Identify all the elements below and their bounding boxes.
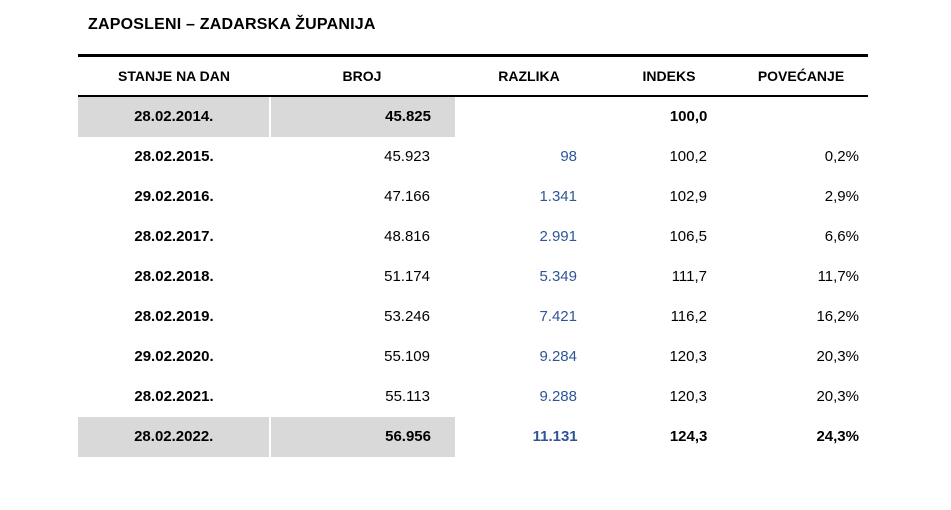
employment-table bbox=[78, 54, 868, 457]
column-header-stanje-na-dan: STANJE NA DAN bbox=[117, 68, 230, 84]
column-header-razlika: RAZLIKA bbox=[498, 68, 560, 84]
column-header-indeks: INDEKS bbox=[642, 68, 696, 84]
cell-broj: 47.166 bbox=[384, 188, 430, 205]
cell-povecanje: 20,3% bbox=[816, 388, 859, 405]
cell-indeks: 102,9 bbox=[669, 188, 707, 205]
table-row-2015 bbox=[78, 137, 868, 177]
table-row-2021 bbox=[78, 377, 868, 417]
cell-date: 28.02.2018. bbox=[134, 268, 214, 285]
table-row-2022 bbox=[78, 417, 868, 457]
cell-razlika: 5.349 bbox=[539, 268, 577, 285]
column-header-povecanje: POVEĆANJE bbox=[757, 68, 845, 84]
cell-broj: 45.923 bbox=[384, 148, 430, 165]
cell-razlika: 7.421 bbox=[539, 308, 577, 325]
cell-razlika: 2.991 bbox=[539, 228, 577, 245]
cell-povecanje: 6,6% bbox=[824, 228, 859, 245]
cell-povecanje: 2,9% bbox=[824, 188, 859, 205]
table-row-2014 bbox=[78, 97, 868, 137]
cell-indeks: 120,3 bbox=[669, 388, 707, 405]
page-title: ZAPOSLENI – ZADARSKA ŽUPANIJA bbox=[88, 16, 376, 33]
cell-razlika: 98 bbox=[560, 148, 577, 165]
cell-broj: 55.113 bbox=[385, 388, 430, 405]
cell-indeks: 111,7 bbox=[671, 268, 707, 285]
cell-date: 29.02.2016. bbox=[134, 188, 214, 205]
cell-razlika: 1.341 bbox=[539, 188, 577, 205]
cell-povecanje: 24,3% bbox=[816, 428, 859, 445]
table-row-2019 bbox=[78, 297, 868, 337]
cell-date: 28.02.2021. bbox=[134, 388, 214, 405]
cell-broj: 45.825 bbox=[271, 97, 455, 137]
table-row-2018 bbox=[78, 257, 868, 297]
cell-broj: 53.246 bbox=[384, 308, 430, 325]
cell-date: 28.02.2017. bbox=[134, 228, 214, 245]
cell-date: 28.02.2014. bbox=[78, 97, 271, 137]
cell-broj: 51.174 bbox=[384, 268, 430, 285]
cell-broj: 56.956 bbox=[271, 417, 455, 457]
cell-razlika: 9.288 bbox=[539, 388, 577, 405]
cell-broj: 55.109 bbox=[384, 348, 430, 365]
cell-date: 28.02.2022. bbox=[78, 417, 271, 457]
cell-povecanje: 0,2% bbox=[824, 148, 859, 165]
table-header-row bbox=[78, 54, 868, 97]
cell-razlika bbox=[455, 97, 605, 137]
table-row-2017 bbox=[78, 217, 868, 257]
cell-indeks: 124,3 bbox=[669, 428, 708, 445]
cell-indeks: 100,0 bbox=[669, 108, 708, 125]
cell-indeks: 120,3 bbox=[669, 348, 707, 365]
cell-indeks: 116,2 bbox=[670, 308, 707, 325]
cell-povecanje: 11,7% bbox=[817, 268, 859, 285]
table-row-2020 bbox=[78, 337, 868, 377]
cell-date: 28.02.2019. bbox=[134, 308, 214, 325]
cell-date: 28.02.2015. bbox=[134, 148, 214, 165]
cell-povecanje: 16,2% bbox=[816, 308, 859, 325]
cell-povecanje: 20,3% bbox=[816, 348, 859, 365]
table-row-2016 bbox=[78, 177, 868, 217]
cell-razlika: 11.131 bbox=[532, 428, 578, 445]
cell-povecanje bbox=[734, 97, 868, 137]
cell-indeks: 100,2 bbox=[669, 148, 707, 165]
cell-date: 29.02.2020. bbox=[134, 348, 214, 365]
cell-razlika: 9.284 bbox=[539, 348, 577, 365]
cell-indeks: 106,5 bbox=[669, 228, 707, 245]
column-header-broj: BROJ bbox=[342, 68, 382, 84]
cell-broj: 48.816 bbox=[384, 228, 430, 245]
